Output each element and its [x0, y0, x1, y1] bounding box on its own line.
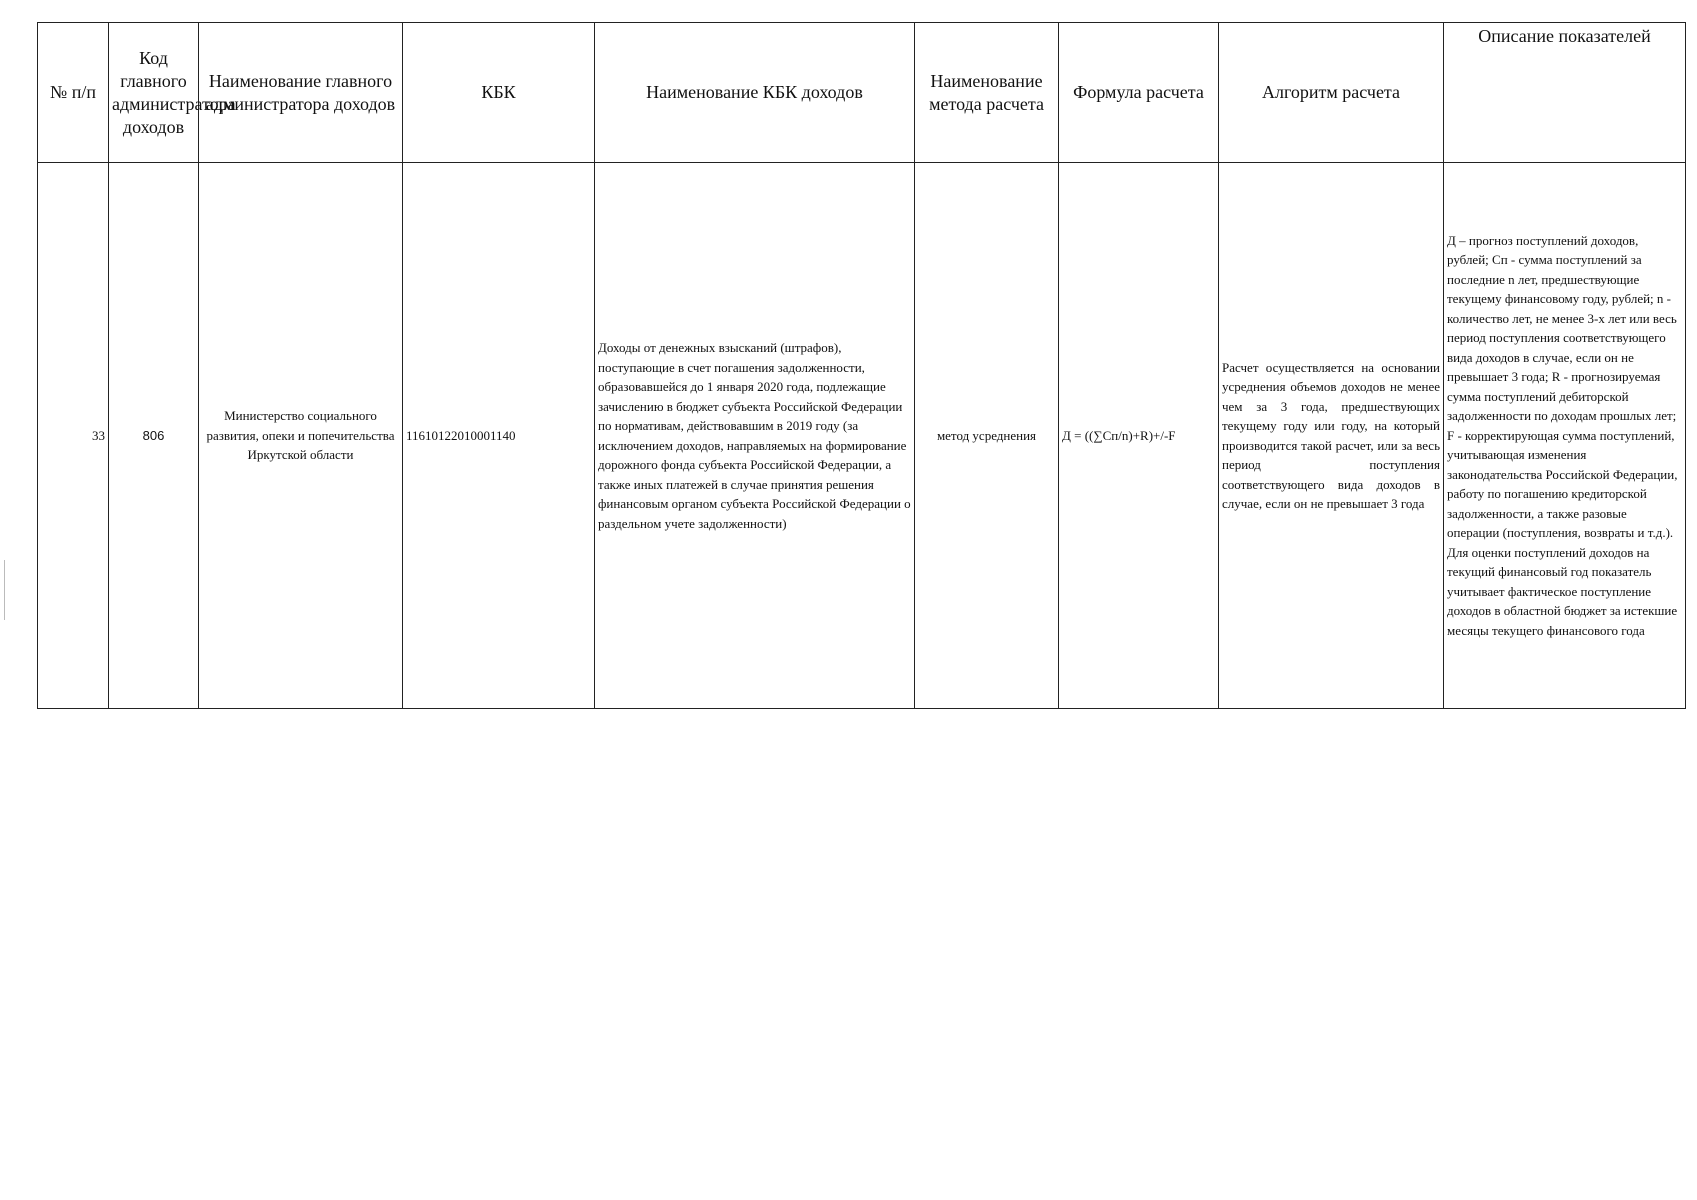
cell-admin-name: Министерство социального развития, опеки и попечительства Иркутской области [199, 163, 403, 709]
header-method-name: Наименование метода расчета [915, 23, 1059, 163]
header-row [38, 23, 1686, 163]
header-admin-name: Наименование главного администратора доходов [199, 23, 403, 163]
header-num: № п/п [38, 23, 109, 163]
cell-kbk-name: Доходы от денежных взысканий (штрафов), поступающие в счет погашения задолженности, образовавшейся до 1 января 2020 года, подлежащие зачислению в бюджет субъекта Российской Федерации по нормативам, действовавшим в 2019 году (за исключением доходов, направляемых на формирование дорожного фонда субъекта Российской Федерации, а также иных платежей в случае принятия решения финансовым органом субъекта Российской Федерации о раздельном учете задолженности) [595, 163, 915, 709]
revenue-forecast-table [37, 22, 1686, 709]
cell-formula: Д = ((∑Сп/n)+R)+/-F [1059, 163, 1219, 709]
header-admin-code: Код главного администратора доходов [109, 23, 199, 163]
scan-margin-mark [4, 560, 5, 620]
header-kbk: КБК [403, 23, 595, 163]
cell-num: 33 [38, 163, 109, 709]
cell-kbk: 11610122010001140 [403, 163, 595, 709]
header-description: Описание показателей [1444, 23, 1686, 163]
header-formula: Формула расчета [1059, 23, 1219, 163]
header-kbk-name: Наименование КБК доходов [595, 23, 915, 163]
header-algorithm: Алгоритм расчета [1219, 23, 1444, 163]
cell-algorithm: Расчет осуществляется на основании усреднения объемов доходов не менее чем за 3 года, предшествующих текущему году или году, на который производится такой расчет, или за весь период поступления соответствующего вида доходов в случае, если он не превышает 3 года [1219, 163, 1444, 709]
cell-admin-code: 806 [109, 163, 199, 709]
table-row [38, 163, 1686, 709]
cell-method-name: метод усреднения [915, 163, 1059, 709]
cell-description: Д – прогноз поступлений доходов, рублей; Сп - сумма поступлений за последние n лет, предшествующие текущему финансовому году, рублей; n - количество лет, не менее 3-х лет или весь период поступления соответствующего вида доходов в случае, если он не превышает 3 года; R - прогнозируемая сумма поступлений дебиторской задолженности по доходам прошлых лет; F - корректирующая сумма поступлений, учитывающая изменения законодательства Российской Федерации, работу по погашению кредиторской задолженности, а также разовые операции (поступления, возвраты и т.д.). Для оценки поступлений доходов на текущий финансовый год показатель учитывает фактическое поступление доходов в областной бюджет за истекшие месяцы текущего финансового года [1444, 163, 1686, 709]
